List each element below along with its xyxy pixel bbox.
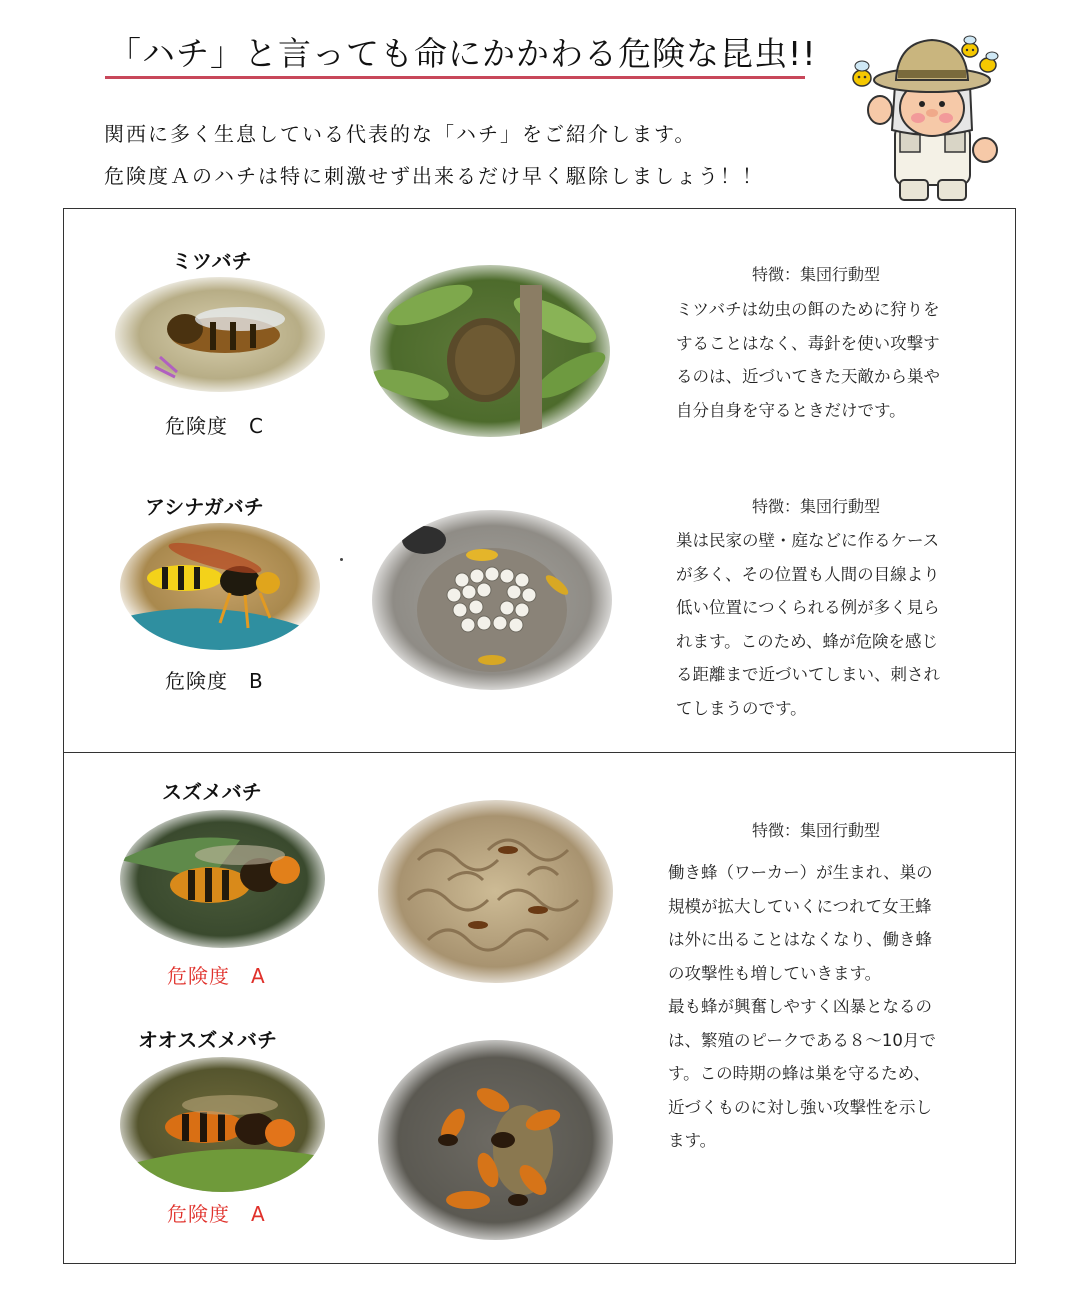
danger-level-giant-hornet: 危険度 A <box>167 1202 266 1226</box>
bee-name-paper-wasp: アシナガバチ <box>145 495 264 519</box>
page-title: 「ハチ」と言っても命にかかわる危険な昆虫!! <box>108 34 817 73</box>
bee-name-hornet: スズメバチ <box>162 780 262 804</box>
feature-honeybee: 特徴：集団行動型 <box>752 265 881 284</box>
description-paper-wasp: 巣は民家の壁・庭などに作るケース が多く、その位置も人間の目線より 低い位置につくられる例が多く見ら れます。このため、蜂が危険を感じ る距離まで近づいてしまい、刺され てしまうのです。 <box>676 531 940 718</box>
giant-hornet-colony-photo <box>378 1040 613 1240</box>
description-honeybee: ミツバチは幼虫の餌のために狩りを することはなく、毒針を使い攻撃す るのは、近づいてきた天敵から巣や 自分自身を守るときだけです。 <box>676 300 940 420</box>
danger-level-paper-wasp: 危険度 B <box>165 669 264 693</box>
stray-dot <box>340 558 343 561</box>
paper-wasp-nest-photo <box>372 510 612 690</box>
title-underline <box>105 76 805 79</box>
feature-hornet: 特徴：集団行動型 <box>752 821 881 840</box>
hornet-photo <box>120 810 325 948</box>
honeybee-nest-photo <box>370 265 610 437</box>
honeybee-photo <box>115 277 325 392</box>
intro-line-1: 関西に多く生息している代表的な「ハチ」をご紹介します。 <box>104 122 697 146</box>
description-hornet: 働き蜂（ワーカー）が生まれ、巣の 規模が拡大していくにつれて女王蜂 は外に出ることはなくなり、働き蜂 の攻撃性も増していきます。 最も蜂が興奮しやすく凶暴となるの は、繁殖のピークである８～10月で す。この時期の蜂は巣を守るため、 近づくものに対し強い攻撃性を示し ます。 <box>668 863 936 1150</box>
bee-name-giant-hornet: オオスズメバチ <box>138 1028 277 1052</box>
danger-level-hornet: 危険度 A <box>167 964 266 988</box>
beekeeper-mascot-icon <box>840 30 1020 205</box>
bee-name-honeybee: ミツバチ <box>172 249 252 273</box>
feature-paper-wasp: 特徴：集団行動型 <box>752 497 881 516</box>
giant-hornet-photo <box>120 1057 325 1192</box>
hornet-nest-photo <box>378 800 613 983</box>
danger-level-honeybee: 危険度 C <box>165 414 264 438</box>
intro-line-2: 危険度Ａのハチは特に刺激せず出来るだけ早く駆除しましょう！！ <box>104 164 764 188</box>
paper-wasp-photo <box>120 523 320 650</box>
